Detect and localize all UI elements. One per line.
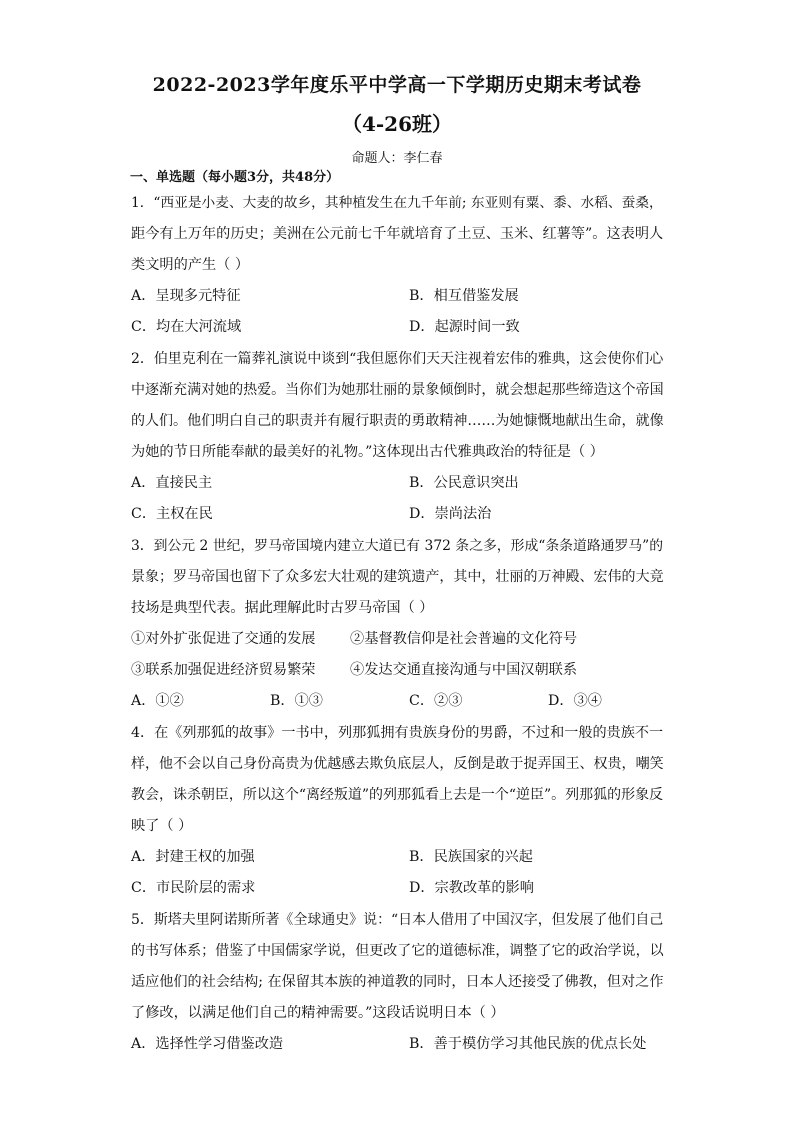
- q1-line-2: 距今有上万年的历史；美洲在公元前七千年就培育了土豆、玉米、红薯等”。这表明人: [131, 226, 664, 242]
- q5-line-2: 的书写体系；借鉴了中国儒家学说，但更改了它的道德标准，调整了它的政治学说，以: [131, 943, 664, 959]
- q3-statement-2: ②基督教信仰是社会普遍的文化符号: [350, 631, 578, 647]
- exam-title: 2022-2023学年度乐平中学高一下学期历史期末考试卷: [152, 74, 642, 96]
- q2-line-3: 的人们。他们明白自己的职责并有履行职责的勇敢精神……为她慷慨地献出生命，就像: [131, 413, 664, 429]
- exam-subtitle: （4-26班）: [341, 112, 453, 136]
- q2-option-b[interactable]: B．公民意识突出: [409, 475, 519, 491]
- q3-option-a[interactable]: A．①②: [131, 693, 184, 709]
- q3-statement-4: ④发达交通直接沟通与中国汉朝联系: [350, 662, 578, 678]
- q3-option-b[interactable]: B．①③: [270, 693, 323, 709]
- q3-option-c[interactable]: C．②③: [409, 693, 463, 709]
- q1-option-c[interactable]: C．均在大河流域: [131, 319, 242, 335]
- q2-line-4: 为她的节日所能奉献的最美好的礼物。”这体现出古代雅典政治的特征是（ ）: [131, 444, 604, 460]
- exam-author: 命题人：李仁春: [351, 151, 443, 166]
- q3-option-d[interactable]: D．③④: [548, 693, 602, 709]
- q3-line-3: 技场是典型代表。据此理解此时古罗马帝国（ ）: [131, 600, 434, 616]
- q2-line-1: 2．伯里克利在一篇葬礼演说中谈到“我但愿你们天天注视着宏伟的雅典，这会使你们心: [131, 351, 664, 367]
- q4-line-4: 映了（ ）: [131, 818, 193, 834]
- q2-option-c[interactable]: C．主权在民: [131, 506, 213, 522]
- section-heading: 一、单选题（每小题3分，共48分）: [130, 170, 340, 185]
- q5-line-4: 了修改，以满足他们自己的精神需要。”这段话说明日本（ ）: [131, 1005, 505, 1021]
- q1-option-b[interactable]: B．相互借鉴发展: [409, 288, 519, 304]
- q4-option-d[interactable]: D．宗教改革的影响: [409, 880, 534, 896]
- q4-option-c[interactable]: C．市民阶层的需求: [131, 880, 256, 896]
- q1-option-d[interactable]: D．起源时间一致: [409, 319, 520, 335]
- q4-line-1: 4．在《列那狐的故事》一书中，列那狐拥有贵族身份的男爵，不过和一般的贵族不一: [131, 725, 664, 741]
- q2-line-2: 中逐渐充满对她的热爱。当你们为她那壮丽的景象倾倒时，就会想起那些缔造这个帝国: [131, 382, 664, 398]
- q4-option-b[interactable]: B．民族国家的兴起: [409, 849, 533, 865]
- q2-option-d[interactable]: D．崇尚法治: [409, 506, 492, 522]
- q4-line-2: 样，他不会以自己身份高贵为优越感去欺负底层人，反倒是敢于捉弄国王、权贵，嘲笑: [131, 756, 664, 772]
- q2-option-a[interactable]: A．直接民主: [131, 475, 213, 491]
- q3-line-1: 3．到公元 2 世纪，罗马帝国境内建立大道已有 372 条之多，形成“条条道路通罗马”的: [131, 538, 664, 554]
- q1-line-3: 类文明的产生（ ）: [131, 257, 250, 273]
- q5-option-b[interactable]: B．善于模仿学习其他民族的优点长处: [409, 1036, 647, 1052]
- q3-line-2: 景象；罗马帝国也留下了众多宏大壮观的建筑遗产，其中，壮丽的万神殿、宏伟的大竞: [131, 569, 664, 585]
- q5-option-a[interactable]: A．选择性学习借鉴改造: [131, 1036, 284, 1052]
- q4-line-3: 教会，诛杀朝臣，所以这个“离经叛道”的列那狐看上去是一个“逆臣”。列那狐的形象反: [131, 787, 664, 803]
- q5-line-3: 适应他们的社会结构; 在保留其本族的神道教的同时，日本人还接受了佛教，但对之作: [131, 974, 664, 990]
- q3-statement-3: ③联系加强促进经济贸易繁荣: [131, 662, 316, 678]
- q5-line-1: 5．斯塔夫里阿诺斯所著《全球通史》说：“日本人借用了中国汉字，但发展了他们自己: [131, 912, 664, 928]
- q1-option-a[interactable]: A．呈现多元特征: [131, 288, 241, 304]
- q1-line-1: 1．“西亚是小麦、大麦的故乡，其种植发生在九千年前; 东亚则有粟、黍、水稻、蚕桑，: [131, 195, 663, 211]
- q3-statement-1: ①对外扩张促进了交通的发展: [131, 631, 316, 647]
- q4-option-a[interactable]: A．封建王权的加强: [131, 849, 255, 865]
